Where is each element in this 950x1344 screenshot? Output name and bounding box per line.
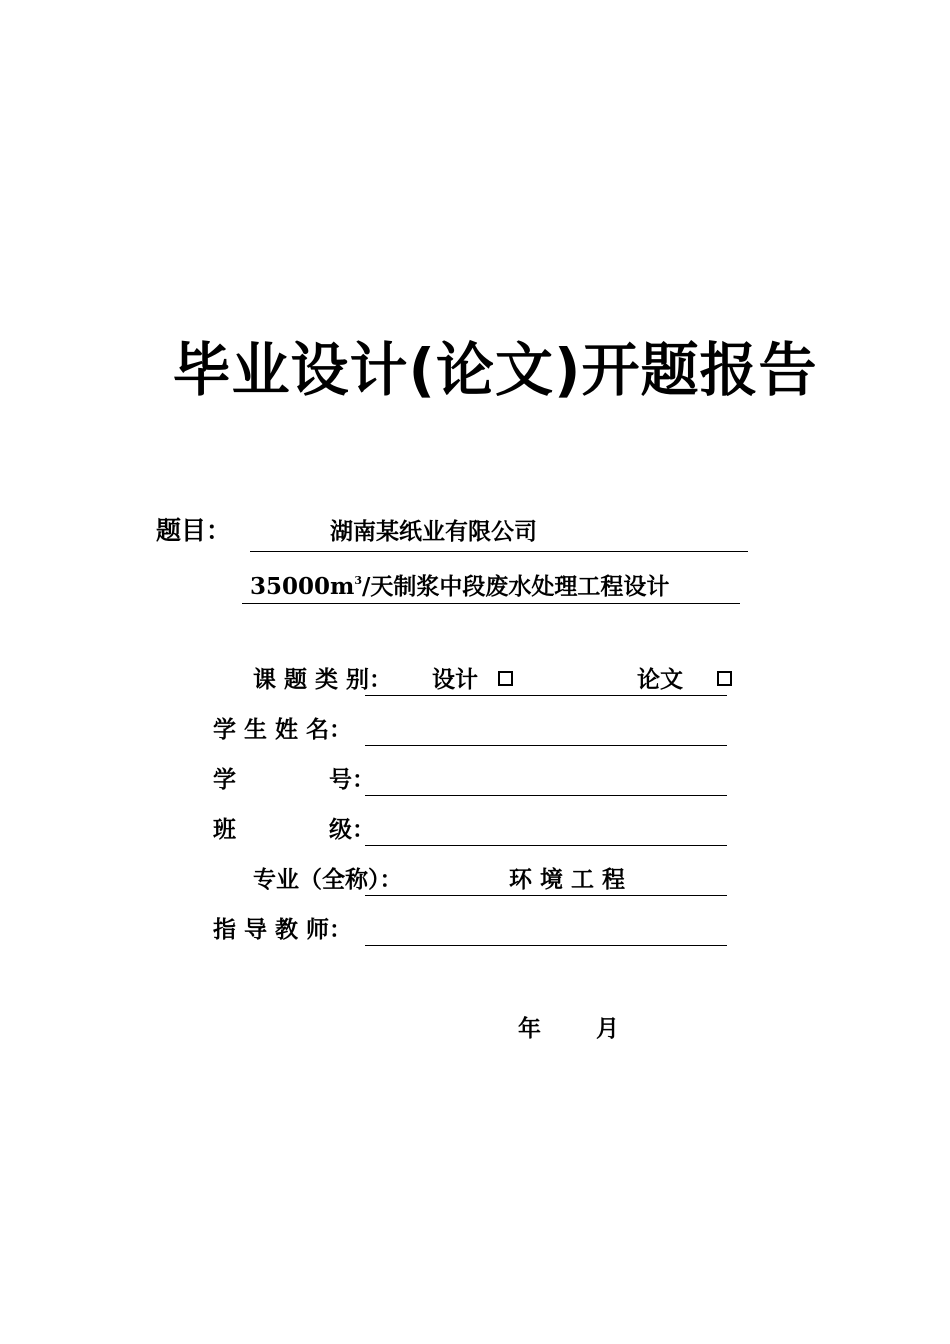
major-label: 专业（全称）： [253,866,403,893]
student-name-label: 学 生 姓 名： [213,716,353,743]
topic-line-2-underline [242,603,740,604]
category-option-design-label: 设计 [432,666,478,693]
category-underline [365,695,727,696]
student-id-label-left: 学 [213,766,236,793]
topic-line-2-superscript: 3 [354,574,363,587]
topic-line-2 [250,565,669,603]
report-title: 毕业设计(论文)开题报告 [172,336,818,404]
category-label: 课 题 类 别： [253,666,393,693]
class-field[interactable] [365,845,727,846]
date-month-label: 月 [596,1015,619,1042]
category-option-thesis-label: 论文 [637,666,683,693]
topic-line-1-underline [250,551,748,552]
advisor-label: 指 导 教 师： [213,916,353,943]
category-design-checkbox[interactable] [498,671,513,686]
class-label-left: 班 [213,816,236,843]
student-id-field[interactable] [365,795,727,796]
topic-line-1: 湖南某纸业有限公司 [330,518,537,545]
major-underline [365,895,727,896]
date-year-label: 年 [518,1015,541,1042]
topic-line-2-suffix: /天制浆中段废水处理工程设计 [362,573,670,600]
topic-label: 题目： [156,516,232,545]
major-value: 环 境 工 程 [509,866,626,893]
student-name-field[interactable] [365,745,727,746]
category-thesis-checkbox[interactable] [717,671,732,686]
student-id-label-right: 号： [329,766,375,793]
advisor-field[interactable] [365,945,727,946]
class-label-right: 级： [329,816,375,843]
topic-line-2-prefix: 35000m [250,573,355,600]
